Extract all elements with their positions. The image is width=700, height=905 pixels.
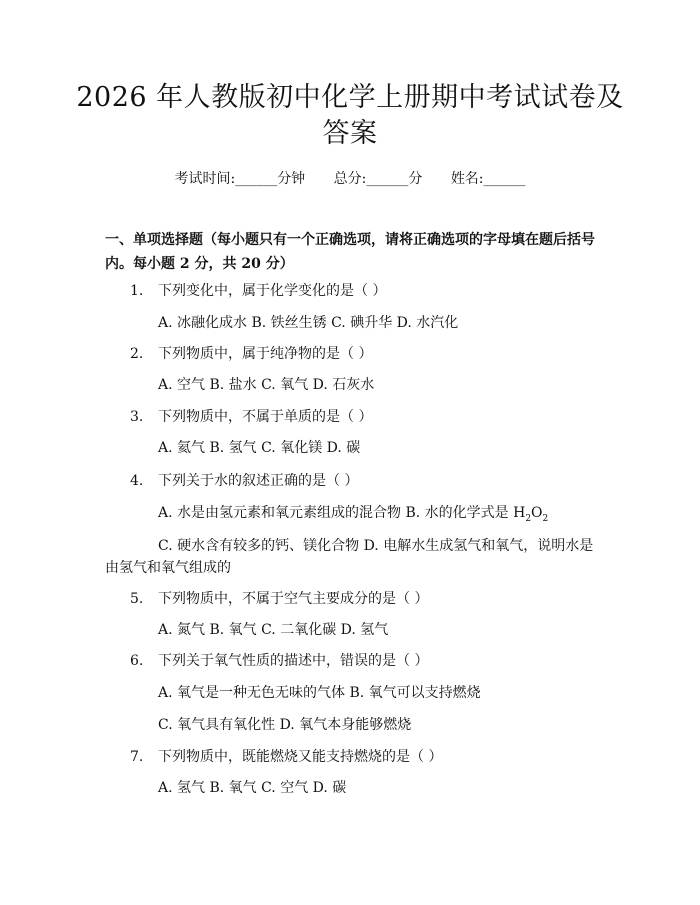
question-1-options: A. 冰融化成水 B. 铁丝生锈 C. 碘升华 D. 水汽化 bbox=[158, 315, 459, 331]
question-6-options-a: A. 氧气是一种无色无味的气体 B. 氧气可以支持燃烧 bbox=[158, 685, 481, 701]
question-2-options: A. 空气 B. 盐水 C. 氧气 D. 石灰水 bbox=[158, 377, 375, 393]
question-6-options-b: C. 氧气具有氧化性 D. 氧气本身能够燃烧 bbox=[158, 717, 412, 733]
question-6: 6. 下列关于氧气性质的描述中，错误的是（ ） bbox=[130, 653, 429, 669]
title-line-1: 2026 年人教版初中化学上册期中考试试卷及 bbox=[76, 82, 624, 113]
question-4-options-b: C. 硬水含有较多的钙、镁化合物 D. 电解水生成氢气和氧气，说明水是由氢气和氧气组成的 bbox=[105, 538, 594, 576]
question-4-options-a: A. 水是由氢元素和氧元素组成的混合物 B. 水的化学式是 $H_2O_2$ bbox=[158, 505, 549, 524]
exam-score: 总分:______分 bbox=[333, 171, 423, 187]
question-5: 5. 下列物质中，不属于空气主要成分的是（ ） bbox=[130, 591, 429, 607]
question-1: 1. 下列变化中，属于化学变化的是（ ） bbox=[130, 283, 387, 299]
question-3-options: A. 氦气 B. 氢气 C. 氧化镁 D. 碳 bbox=[158, 440, 361, 456]
page-title bbox=[60, 80, 640, 152]
exam-meta bbox=[0, 168, 700, 188]
question-3: 3. 下列物质中，不属于单质的是（ ） bbox=[130, 409, 373, 425]
question-2: 2. 下列物质中，属于纯净物的是（ ） bbox=[130, 346, 373, 362]
title-line-2: 答案 bbox=[322, 118, 378, 149]
question-4: 4. 下列关于水的叙述正确的是（ ） bbox=[130, 473, 359, 489]
question-7: 7. 下列物质中，既能燃烧又能支持燃烧的是（ ） bbox=[130, 749, 443, 765]
exam-name: 姓名:______ bbox=[450, 171, 526, 187]
exam-time: 考试时间:______分钟 bbox=[174, 171, 306, 187]
question-7-options: A. 氢气 B. 氧气 C. 空气 D. 碳 bbox=[158, 780, 347, 796]
section-heading: 一、单项选择题（每小题只有一个正确选项，请将正确选项的字母填在题后括号内。每小题 2 分，共 20 分） bbox=[105, 232, 595, 272]
question-5-options: A. 氮气 B. 氧气 C. 二氧化碳 D. 氢气 bbox=[158, 622, 389, 638]
